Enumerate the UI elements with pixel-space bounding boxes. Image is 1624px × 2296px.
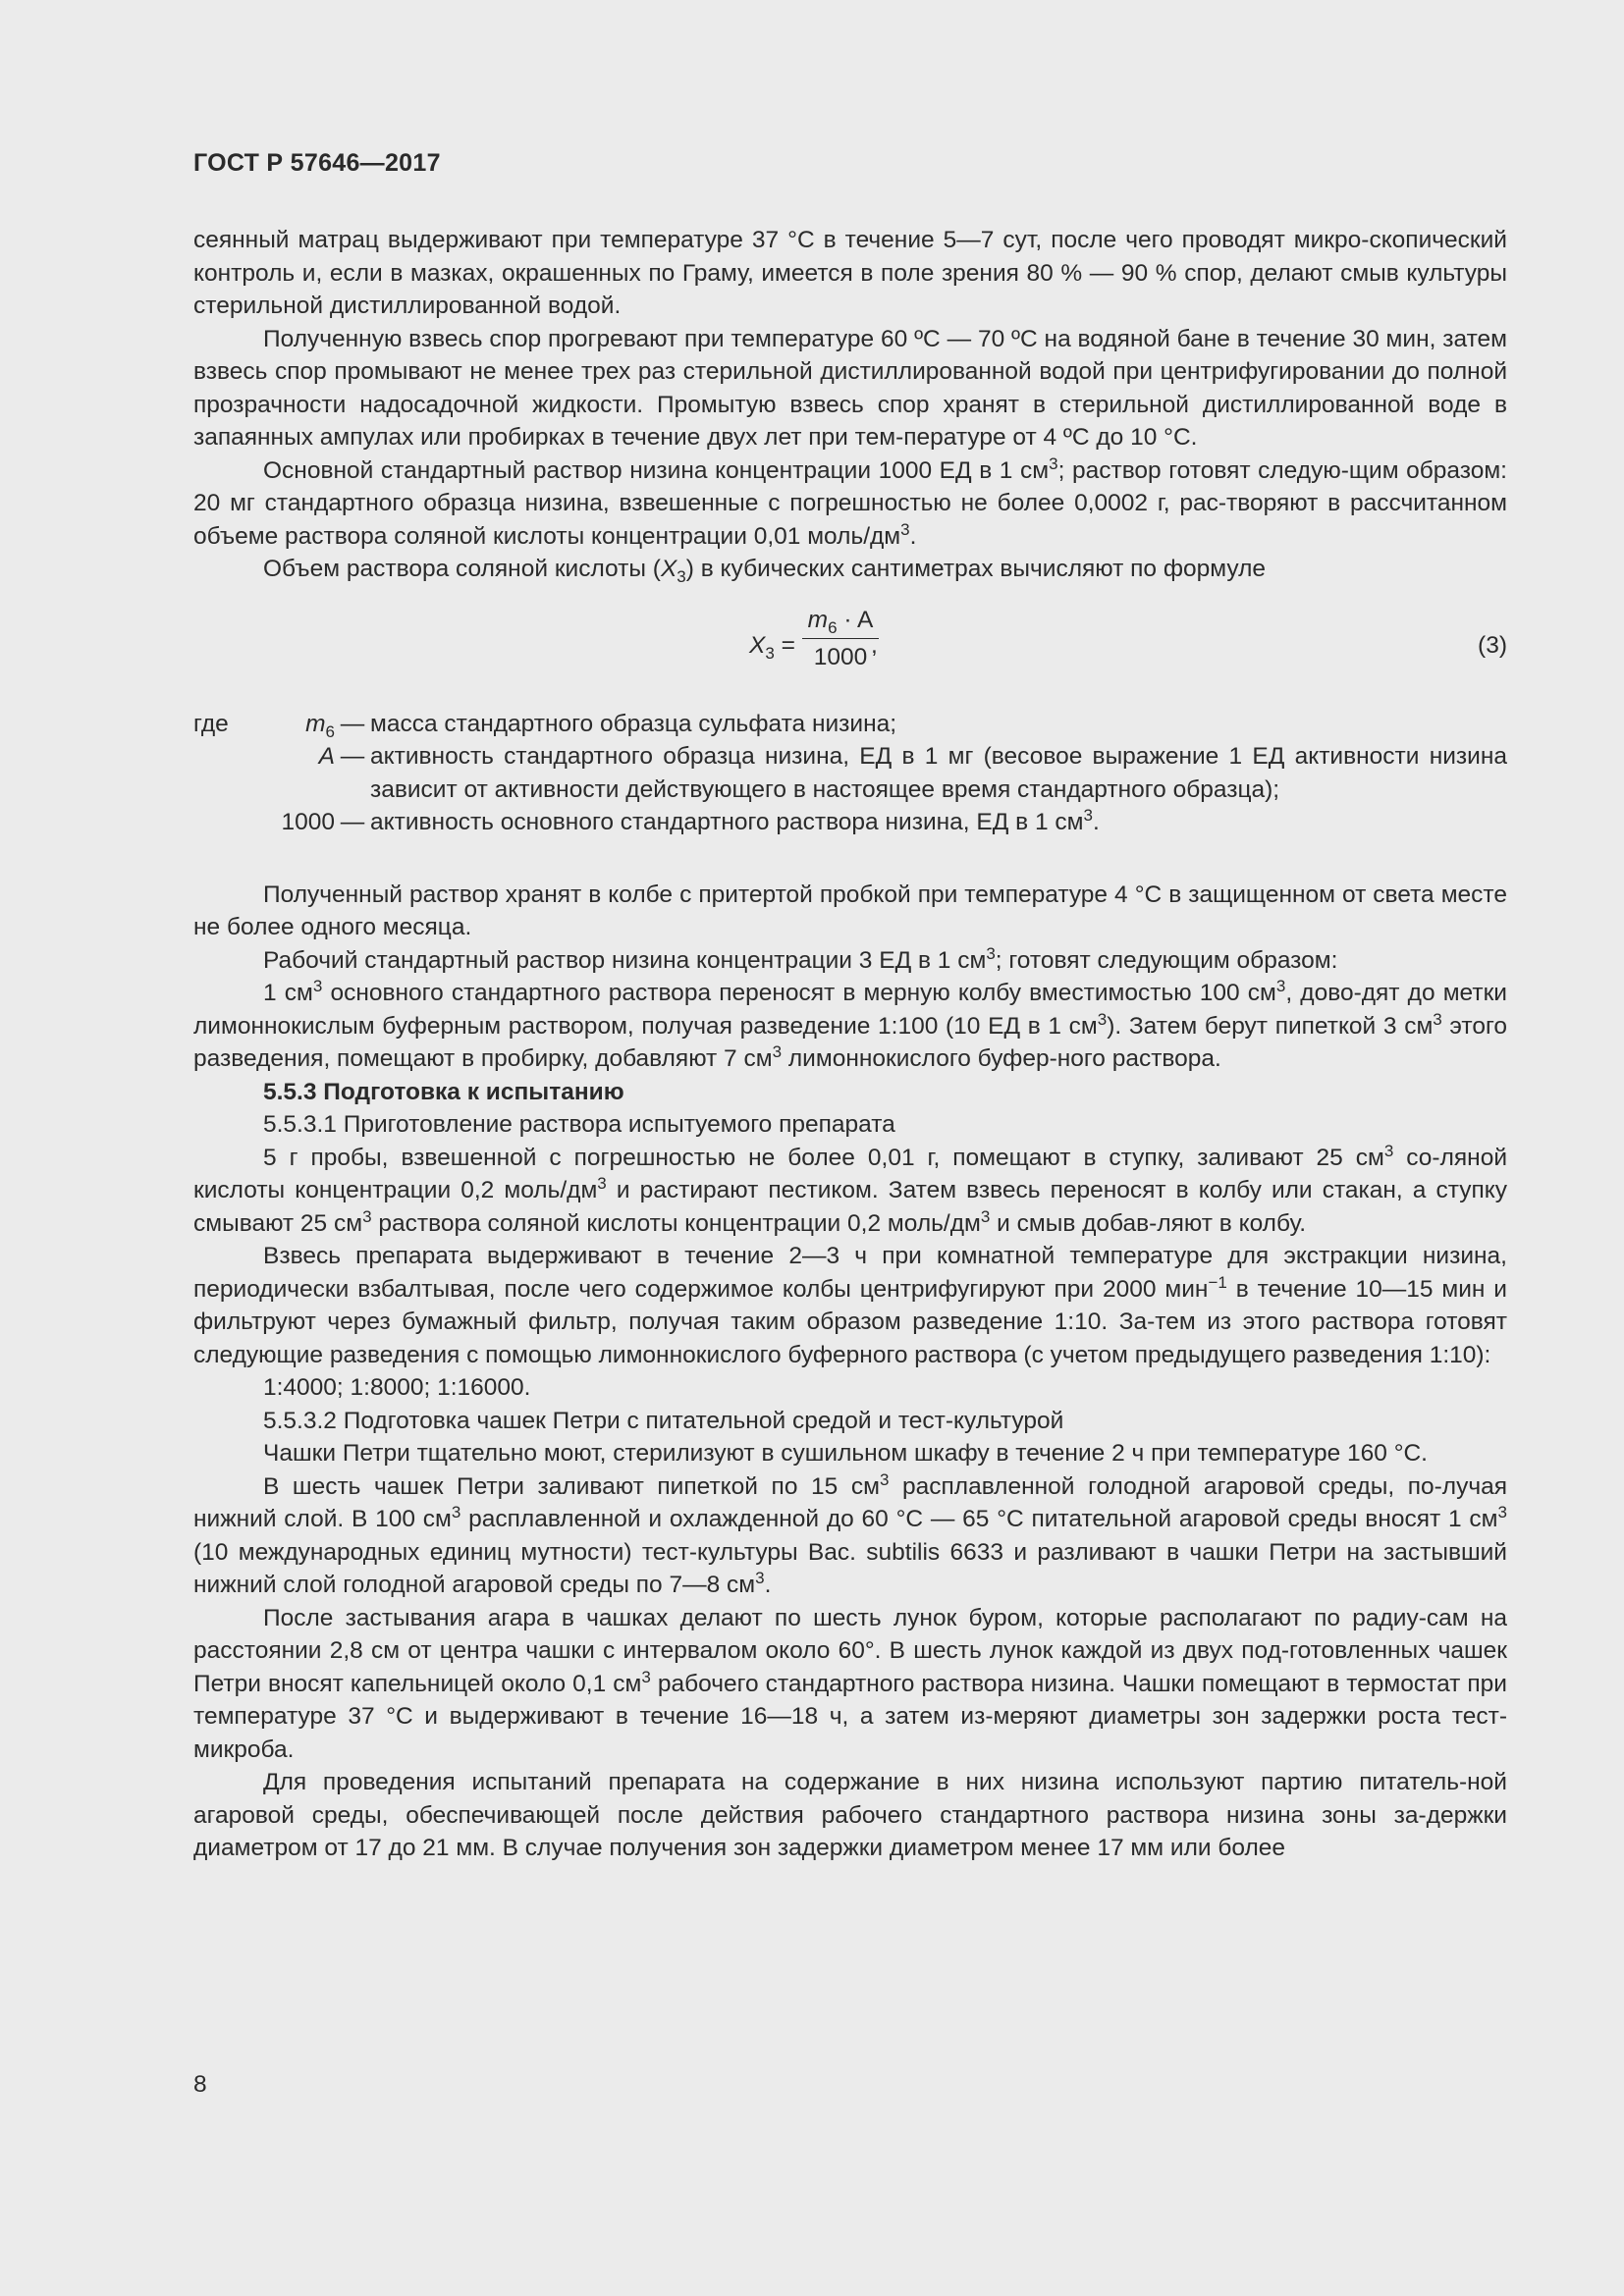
paragraph-10: 1:4000; 1:8000; 1:16000. <box>263 1374 531 1401</box>
paragraph-4: Объем раствора соляной кислоты $(X_3)$ в кубических сантиметрах вычисляют по формуле <box>263 556 1267 586</box>
formula-denominator: 1000 <box>813 644 868 670</box>
fraction-bar <box>802 638 879 639</box>
paragraph-9: Взвесь препарата выдерживают в течение 2—3 ч при комнатной температуре для экстракции низина, периодически взбалтывая, после чего содержимое колбы центрифугируют при 2000 мин$^{-1}$ в течение 10—15 мин и фильтруют через бумажный фильтр, получая таким образом разведение 1:10. За-тем из этого раствора готовят следующие разведения с помощью лимоннокислого буферного раствора (с учетом предыдущего разведения 1:10): <box>193 1243 1507 1368</box>
section-heading-5-5-3: 5.5.3 Подготовка к испытанию <box>263 1078 624 1105</box>
where-item: где $m_6$ — масса стандартного образца сульфата низина; <box>193 708 1507 741</box>
paragraph-6: Рабочий стандартный раствор низина концентрации 3 ЕД в 1 $см^3$; готовят следующим образом: <box>263 943 1338 974</box>
paragraph-8: 5 г пробы, взвешенной с погрешностью не более 0,01 г, помещают в ступку, заливают 25 $см^3$ со-ляной кислоты концентрации 0,2 моль/$дм^3$ и растирают пестиком. Затем взвесь переносят в колбу или стакан, а ступку смывают 25 $см^3$ раствора соляной кислоты концентрации 0,2 моль/$дм^3$ и смыв добав-ляют в колбу. <box>193 1141 1508 1237</box>
paragraph-11: Чашки Петри тщательно моют, стерилизуют в сушильном шкафу в течение 2 ч при температуре 160 °С. <box>263 1440 1428 1467</box>
where-item: A — активность стандартного образца низина, ЕД в 1 мг (весовое выражение 1 ЕД активности низина зависит от активности действующего в настоящее время стандартного образца); <box>318 743 1507 803</box>
paragraph-2: Полученную взвесь спор прогревают при температуре 60 ºС — 70 ºС на водяной бане в течение 30 мин, затем взвесь спор промывают не менее трех раз стерильной дистиллированной водой при центрифугировании до полной прозрачности надосадочной жидкости. Промытую взвесь спор хранят в стерильной дистиллированной воде в запаянных ампулах или пробирках в течение двух лет при тем-пературе от 4 ºС до 10 °С. <box>193 325 1507 451</box>
formula-numerator: $m_6 \cdot A$ <box>807 606 874 637</box>
formula-lhs: $X_3$ = <box>749 631 795 663</box>
where-list <box>193 708 1507 839</box>
paragraph-1: сеянный матрац выдерживают при температуре 37 °С в течение 5—7 сут, после чего проводят микро-скопический контроль и, если в мазках, окрашенных по Граму, имеется в поле зрения 80 % — 90 % спор, делают смыв культуры стерильной дистиллированной водой. <box>193 227 1507 319</box>
paragraph-14: Для проведения испытаний препарата на содержание в них низина используют партию питатель-ной агаровой среды, обеспечивающей после действия рабочего стандартного раствора низина зоны за-держки диаметром от 17 до 21 мм. В случае получения зон задержки диаметром менее 17 мм или более <box>193 1769 1507 1861</box>
paragraph-5: Полученный раствор хранят в колбе с притертой пробкой при температуре 4 °С в защищенном от света месте не более одного месяца. <box>193 881 1507 940</box>
subsection-heading-5-5-3-2: 5.5.3.2 Подготовка чашек Петри с питательной средой и тест-культурой <box>263 1407 1064 1434</box>
paragraph-7: 1 $см^3$ основного стандартного раствора переносят в мерную колбу вместимостью 100 $см^3$, дово-дят до метки лимоннокислым буферным раствором, получая разведение 1:100 (10 ЕД в 1 $см^3$). Затем берут пипеткой 3 $см^3$ этого разведения, помещают в пробирку, добавляют 7 $см^3$ лимоннокислого буфер-ного раствора. <box>193 977 1507 1072</box>
body-text <box>193 224 1507 1865</box>
page-number: 8 <box>193 2071 207 2098</box>
standard-header: ГОСТ Р 57646—2017 <box>193 149 441 177</box>
where-label: где <box>193 710 229 737</box>
formula-3 <box>193 592 1507 708</box>
where-item: 1000 — активность основного стандартного раствора низина, ЕД в 1 $см^3$. <box>281 806 1100 835</box>
paragraph-12: В шесть чашек Петри заливают пипеткой по 15 $см^3$ расплавленной голодной агаровой среды, по-лучая нижний слой. В 100 $см^3$ расплавленной и охлажденной до 60 °С — 65 °С питательной агаровой среды вносят 1 $см^3$ (10 международных единиц мутности) тест-культуры Bac. subtilis 6633 и разливают в чашки Петри на застывший нижний слой голодной агаровой среды по 7—8 $см^3$. <box>193 1469 1507 1598</box>
equation-number: (3) <box>1478 631 1507 659</box>
formula-comma: , <box>871 631 878 659</box>
paragraph-3: Основной стандартный раствор низина концентрации 1000 ЕД в 1 $см^3$; раствор готовят следую-щим образом: 20 мг стандартного образца низина, взвешенные с погрешностью не более 0,0002 г, рас-творяют в рассчитанном объеме раствора соляной кислоты концентрации 0,01 моль/$дм^3$. <box>193 454 1507 550</box>
subsection-heading-5-5-3-1: 5.5.3.1 Приготовление раствора испытуемого препарата <box>263 1111 895 1138</box>
formula-fraction <box>802 604 879 674</box>
paragraph-13: После застывания агара в чашках делают по шесть лунок буром, которые располагают по радиу-сам на расстоянии 2,8 см от центра чашки с интервалом около 60°. В шесть лунок каждой из двух под-готовленных чашек Петри вносят капельницей около 0,1 $см^3$ рабочего стандартного раствора низина. Чашки помещают в термостат при температуре 37 °С и выдерживают в течение 16—18 ч, а затем из-меряют диаметры зон задержки роста тест-микроба. <box>193 1604 1507 1763</box>
